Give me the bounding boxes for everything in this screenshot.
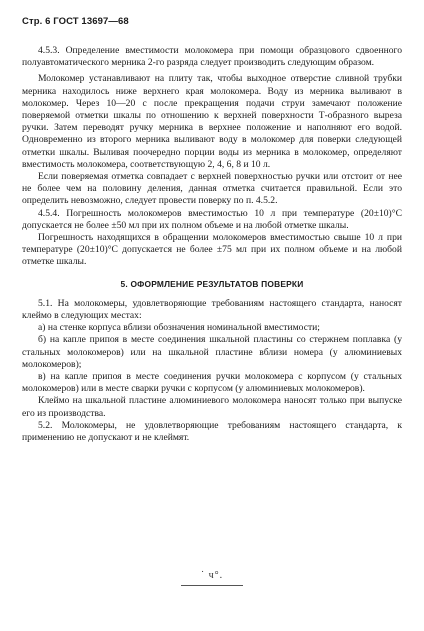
- paragraph-4-5-3: 4.5.3. Определение вместимости молокомера при помощи образцового сдвоенного полуавтоматического мерника 2-го разряда следует производить следующим образом.: [22, 45, 402, 69]
- list-item-v: в) на капле припоя в месте соединения ручки молокомера с корпусом (у стальных молокомеров) или в месте сварки ручки с корпусом (у алюминиевых молокомеров).: [22, 371, 402, 395]
- paragraph-procedure: Молокомер устанавливают на плиту так, чтобы выходное отверстие сливной трубки мерника находилось ниже верхнего края молокомера. Воду из мерника выливают в молокомер. Через 10—20 с после прекращения подачи струи замечают положение поверяемой отметки шкалы по отношению к верхней поверхности Т-образного выреза ручки. Затем переводят ручку мерника в верхнее положение и наполняют его водой. Одновременно из второго мерника выливают воду в молокомер для поверки следующей отметки шкалы. Выливая поочередно порции воды из мерника в молокомер, определяют вместимость молокомера, соответствующую 2, 4, 6, 8 и 10 л.: [22, 73, 402, 170]
- body-text: [22, 45, 402, 444]
- footer-rule: [181, 585, 243, 586]
- footer-mark: ˙ ч°.: [200, 570, 224, 581]
- list-item-b: б) на капле припоя в месте соединения шкальной пластины со стержнем поплавка (у стальных молокомеров) или на шкальной пластине вблизи номера (у алюминиевых молокомеров);: [22, 334, 402, 370]
- paragraph-error-over-10l: Погрешность находящихся в обращении молокомеров вместимостью свыше 10 л при температуре (20±10)°C допускается не более ±75 мл при их полном объеме и на любой отметке шкалы.: [22, 232, 402, 268]
- list-item-a: а) на стенке корпуса вблизи обозначения номинальной вместимости;: [38, 322, 320, 334]
- paragraph-stamp-note: Клеймо на шкальной пластине алюминиевого молокомера наносят только при выпуске его из производства.: [22, 395, 402, 419]
- paragraph-5-1: 5.1. На молокомеры, удовлетворяющие требованиям настоящего стандарта, наносят клеймо в следующих местах:: [22, 297, 402, 322]
- page-header: Стр. 6 ГОСТ 13697—68: [22, 16, 129, 27]
- paragraph-mark-check: Если поверяемая отметка совпадает с верхней поверхностью ручки или отстоит от нее не более чем на половину деления, данная отметка считается правильной. Если это определить невозможно, следует провести поверку по п. 4.5.2.: [22, 171, 402, 207]
- section-title: 5. ОФОРМЛЕНИЕ РЕЗУЛЬТАТОВ ПОВЕРКИ: [120, 278, 304, 289]
- paragraph-5-2: 5.2. Молокомеры, не удовлетворяющие требованиям настоящего стандарта, к применению не допускают и не клеймят.: [22, 419, 402, 444]
- paragraph-4-5-4: 4.5.4. Погрешность молокомеров вместимостью 10 л при температуре (20±10)°C допускается не более ±50 мл при их полном объеме и на любой отметке шкалы.: [22, 207, 402, 231]
